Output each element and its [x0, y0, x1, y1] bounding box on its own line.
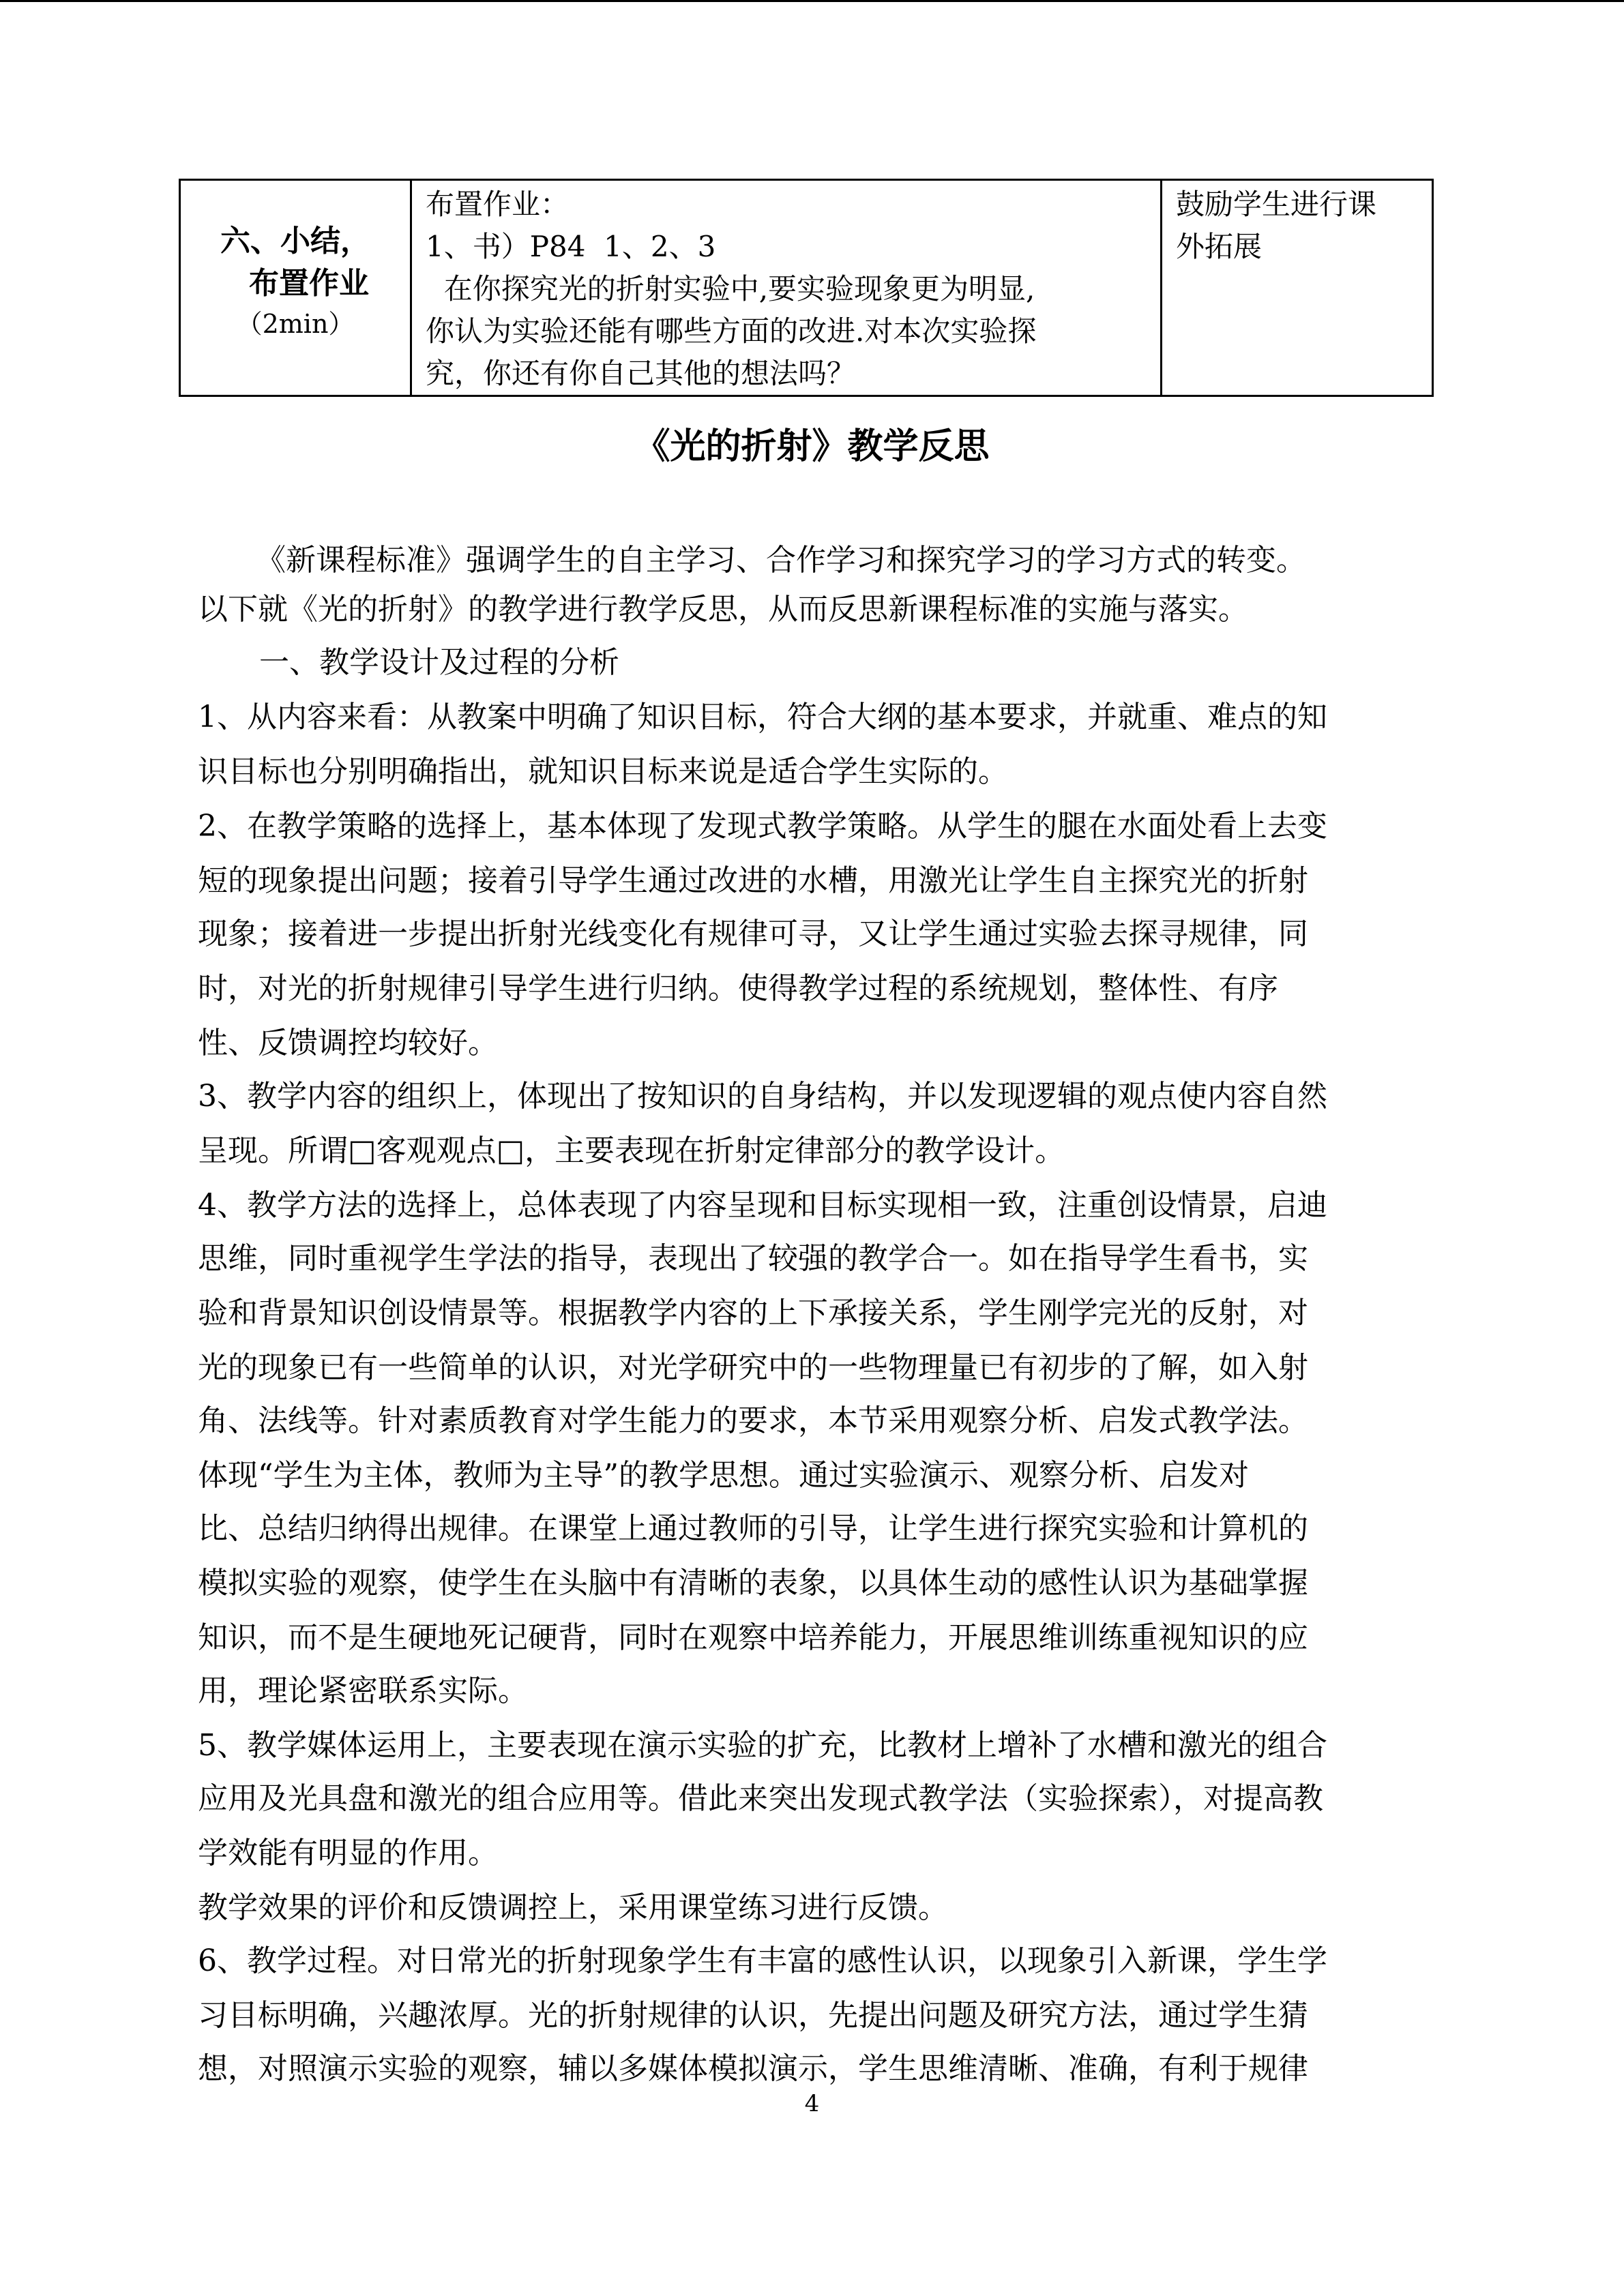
body-line: 应用及光具盘和激光的组合应用等。借此来突出发现式教学法（实验探索），对提高教: [198, 1781, 1323, 1816]
body-line: 比、总结归纳得出规律。在课堂上通过教师的引导，让学生进行探究实验和计算机的: [198, 1511, 1308, 1546]
stage-cell: [180, 180, 411, 396]
page-title: 《光的折射》教学反思: [634, 426, 990, 467]
body-line: 2、在教学策略的选择上，基本体现了发现式教学策略。从学生的腿在水面处看上去变: [198, 809, 1327, 844]
body-line: 模拟实验的观察，使学生在头脑中有清晰的表象，以具体生动的感性认识为基础掌握: [198, 1566, 1308, 1600]
body-line: 体现“学生为主体，教师为主导”的教学思想。通过实验演示、观察分析、启发对: [198, 1458, 1249, 1493]
body-line: 性、反馈调控均较好。: [198, 1026, 498, 1060]
body-line: 呈现。所谓□客观观点□，主要表现在折射定律部分的教学设计。: [198, 1133, 1065, 1168]
section-heading: 一、教学设计及过程的分析: [259, 645, 619, 680]
body-line: 1、从内容来看：从教案中明确了知识目标，符合大纲的基本要求，并就重、难点的知: [198, 700, 1327, 734]
homework-line: 布置作业：: [426, 188, 570, 221]
body-line: 现象；接着进一步提出折射光线变化有规律可寻，又让学生通过实验去探寻规律，同: [198, 916, 1308, 951]
body-line: 教学效果的评价和反馈调控上，采用课堂练习进行反馈。: [198, 1890, 948, 1925]
body-line: 时，对光的折射规律引导学生进行归纳。使得教学过程的系统规划，整体性、有序: [198, 971, 1278, 1006]
body-line: 光的现象已有一些简单的认识，对光学研究中的一些物理量已有初步的了解，如入射: [198, 1350, 1308, 1385]
body-line: 思维，同时重视学生学法的指导，表现出了较强的教学合一。如在指导学生看书，实: [198, 1241, 1308, 1276]
stage-title-line2: 布置作业: [249, 266, 369, 301]
page-top-border: [0, 0, 1624, 2]
body-line: 学效能有明显的作用。: [198, 1836, 498, 1870]
homework-cell: [411, 180, 1162, 396]
lesson-plan-table: [179, 179, 1434, 397]
body-line: 角、法线等。针对素质教育对学生能力的要求，本节采用观察分析、启发式教学法。: [198, 1403, 1308, 1438]
body-line: 《新课程标准》强调学生的自主学习、合作学习和探究学习的学习方式的转变。: [256, 543, 1306, 578]
homework-line: 你认为实验还能有哪些方面的改进.对本次实验探: [426, 314, 1037, 348]
body-line: 短的现象提出问题；接着引导学生通过改进的水槽，用激光让学生自主探究光的折射: [198, 863, 1308, 898]
note-line: 外拓展: [1176, 230, 1263, 263]
homework-line: 1、书）P84 1、2、3: [426, 230, 716, 263]
stage-title-line1: 六、小结，: [220, 224, 370, 258]
body-line: 4、教学方法的选择上，总体表现了内容呈现和目标实现相一致，注重创设情景，启迪: [198, 1188, 1327, 1223]
homework-line: 究，你还有你自己其他的想法吗？: [426, 357, 856, 390]
page-number: 4: [804, 2090, 820, 2117]
table-row: [180, 180, 1433, 396]
body-line: 识目标也分别明确指出，就知识目标来说是适合学生实际的。: [198, 754, 1008, 789]
body-line: 用，理论紧密联系实际。: [198, 1673, 528, 1708]
body-line: 5、教学媒体运用上，主要表现在演示实验的扩充，比教材上增补了水槽和激光的组合: [198, 1728, 1327, 1763]
body-line: 习目标明确，兴趣浓厚。光的折射规律的认识，先提出问题及研究方法，通过学生猜: [198, 1998, 1308, 2033]
note-line: 鼓励学生进行课: [1176, 188, 1377, 221]
stage-time: （2min）: [236, 309, 355, 339]
body-line: 想，对照演示实验的观察，辅以多媒体模拟演示，学生思维清晰、准确，有利于规律: [198, 2051, 1308, 2086]
body-line: 知识，而不是生硬地死记硬背，同时在观察中培养能力，开展思维训练重视知识的应: [198, 1620, 1308, 1655]
body-line: 以下就《光的折射》的教学进行教学反思，从而反思新课程标准的实施与落实。: [198, 592, 1248, 627]
body-line: 验和背景知识创设情景等。根据教学内容的上下承接关系，学生刚学完光的反射，对: [198, 1296, 1308, 1330]
homework-line: 在你探究光的折射实验中,要实验现象更为明显,: [426, 272, 1035, 305]
body-line: 6、教学过程。对日常光的折射现象学生有丰富的感性认识，以现象引入新课，学生学: [198, 1943, 1327, 1978]
body-line: 3、教学内容的组织上，体现出了按知识的自身结构，并以发现逻辑的观点使内容自然: [198, 1079, 1327, 1114]
note-cell: [1162, 180, 1433, 396]
